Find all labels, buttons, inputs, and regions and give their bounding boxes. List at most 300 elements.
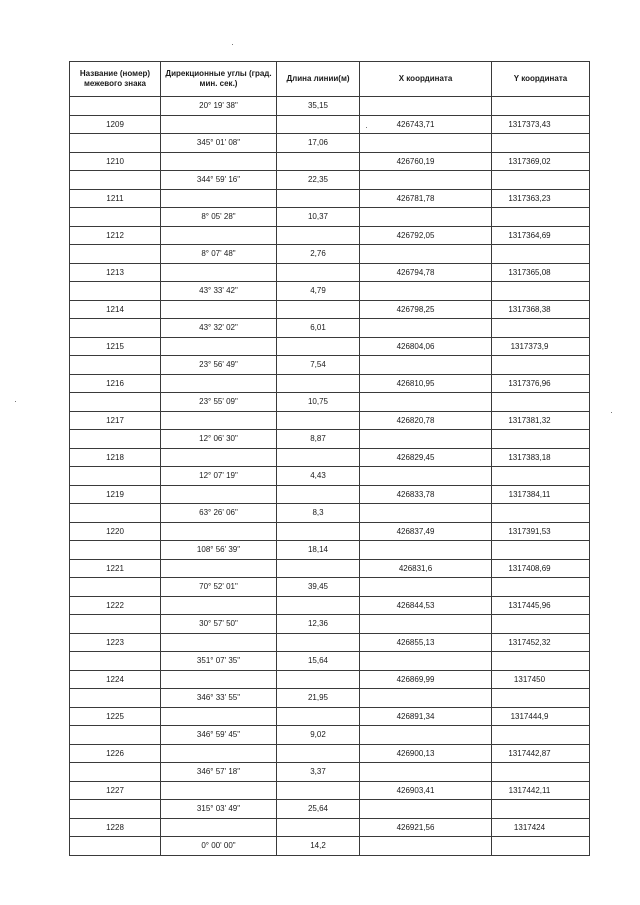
point-name-cell-text: 1222 bbox=[106, 600, 124, 610]
y-cell-text: 1317424 bbox=[513, 822, 546, 832]
x-cell-text: 426829,45 bbox=[396, 452, 435, 462]
point-row bbox=[70, 411, 590, 430]
y-cell bbox=[492, 356, 590, 375]
name-cell bbox=[70, 763, 161, 782]
segment-row bbox=[70, 578, 590, 597]
name-cell bbox=[70, 430, 161, 449]
y-cell bbox=[492, 467, 590, 486]
x-cell-text: 426792,05 bbox=[396, 230, 435, 240]
length-cell bbox=[277, 596, 360, 615]
length-cell bbox=[277, 300, 360, 319]
y-cell-text: 1317363,23 bbox=[508, 193, 551, 203]
x-cell-text: 426794,78 bbox=[396, 267, 435, 277]
point-name-cell-text: 1224 bbox=[106, 674, 124, 684]
length-cell bbox=[277, 467, 360, 486]
name-cell bbox=[70, 800, 161, 819]
x-cell bbox=[360, 189, 492, 208]
boundary-coordinates-table bbox=[69, 61, 590, 856]
length-cell-text: 15,64 bbox=[307, 656, 329, 666]
length-cell-text: 7,54 bbox=[310, 360, 326, 370]
point-name-cell-text: 1225 bbox=[106, 711, 124, 721]
length-cell-text: 18,14 bbox=[307, 545, 329, 555]
name-cell bbox=[70, 393, 161, 412]
y-cell bbox=[492, 763, 590, 782]
y-cell bbox=[492, 374, 590, 393]
y-cell bbox=[492, 633, 590, 652]
point-row bbox=[70, 152, 590, 171]
angle-cell bbox=[161, 430, 277, 449]
length-cell bbox=[277, 282, 360, 301]
length-cell bbox=[277, 504, 360, 523]
angle-cell-text: 8° 07' 48" bbox=[201, 249, 236, 259]
length-cell-text: 17,06 bbox=[307, 138, 329, 148]
angle-cell bbox=[161, 763, 277, 782]
point-name-cell-text: 1219 bbox=[106, 489, 124, 499]
angle-cell bbox=[161, 467, 277, 486]
x-cell bbox=[360, 245, 492, 264]
point-name-cell-text: 1209 bbox=[106, 119, 124, 129]
point-name-cell-text: 1218 bbox=[106, 452, 124, 462]
angle-cell bbox=[161, 485, 277, 504]
angle-cell bbox=[161, 411, 277, 430]
point-name-cell bbox=[70, 115, 161, 134]
name-cell bbox=[70, 467, 161, 486]
angle-cell bbox=[161, 208, 277, 227]
x-cell bbox=[360, 652, 492, 671]
angle-cell bbox=[161, 134, 277, 153]
point-row bbox=[70, 670, 590, 689]
angle-cell-text: 43° 33' 42" bbox=[199, 286, 238, 296]
y-cell bbox=[492, 226, 590, 245]
name-cell bbox=[70, 837, 161, 856]
y-cell bbox=[492, 448, 590, 467]
point-name-cell-text: 1215 bbox=[106, 341, 124, 351]
x-cell bbox=[360, 504, 492, 523]
x-cell-text: 426781,78 bbox=[396, 193, 435, 203]
y-cell-text: 1317444,9 bbox=[510, 711, 549, 721]
x-cell bbox=[360, 781, 492, 800]
length-cell bbox=[277, 411, 360, 430]
y-cell bbox=[492, 430, 590, 449]
angle-cell-text: 346° 57' 18" bbox=[196, 767, 241, 777]
y-cell bbox=[492, 282, 590, 301]
x-cell bbox=[360, 134, 492, 153]
x-cell bbox=[360, 448, 492, 467]
segment-row bbox=[70, 393, 590, 412]
angle-cell-text: 20° 19' 38" bbox=[199, 101, 238, 111]
angle-cell bbox=[161, 115, 277, 134]
y-cell-text: 1317373,9 bbox=[510, 341, 549, 351]
angle-cell bbox=[161, 171, 277, 190]
y-cell bbox=[492, 245, 590, 264]
y-cell bbox=[492, 615, 590, 634]
x-cell-text: 426837,49 bbox=[396, 526, 435, 536]
segment-row bbox=[70, 541, 590, 560]
angle-cell-text: 8° 05' 28" bbox=[201, 212, 236, 222]
length-cell-text: 12,36 bbox=[307, 619, 329, 629]
name-cell bbox=[70, 689, 161, 708]
point-row bbox=[70, 485, 590, 504]
y-cell-text: 1317369,02 bbox=[508, 156, 551, 166]
angle-cell bbox=[161, 97, 277, 116]
angle-cell-text: 70° 52' 01" bbox=[199, 582, 238, 592]
segment-row bbox=[70, 800, 590, 819]
angle-cell bbox=[161, 189, 277, 208]
name-cell bbox=[70, 504, 161, 523]
length-cell-text: 10,37 bbox=[307, 212, 329, 222]
point-name-cell bbox=[70, 226, 161, 245]
point-name-cell bbox=[70, 189, 161, 208]
length-cell bbox=[277, 522, 360, 541]
segment-row bbox=[70, 726, 590, 745]
angle-cell-text: 315° 03' 49" bbox=[196, 804, 241, 814]
point-row bbox=[70, 337, 590, 356]
y-cell bbox=[492, 337, 590, 356]
point-name-cell-text: 1210 bbox=[106, 156, 124, 166]
angle-cell-text: 0° 00' 00" bbox=[201, 841, 236, 851]
length-cell bbox=[277, 337, 360, 356]
angle-cell bbox=[161, 781, 277, 800]
name-cell bbox=[70, 319, 161, 338]
length-cell-text: 4,79 bbox=[310, 286, 326, 296]
angle-cell bbox=[161, 744, 277, 763]
angle-cell-text: 351° 07' 35" bbox=[196, 656, 241, 666]
point-name-cell bbox=[70, 337, 161, 356]
x-cell-text: 426844,53 bbox=[396, 600, 435, 610]
angle-cell-text: 346° 33' 55" bbox=[196, 693, 241, 703]
y-cell bbox=[492, 115, 590, 134]
angle-cell bbox=[161, 818, 277, 837]
angle-cell bbox=[161, 393, 277, 412]
x-cell bbox=[360, 430, 492, 449]
length-cell-text: 35,15 bbox=[307, 101, 329, 111]
length-cell bbox=[277, 208, 360, 227]
angle-cell bbox=[161, 726, 277, 745]
point-name-cell-text: 1223 bbox=[106, 637, 124, 647]
point-row bbox=[70, 522, 590, 541]
x-cell bbox=[360, 356, 492, 375]
point-name-cell-text: 1227 bbox=[106, 785, 124, 795]
angle-cell bbox=[161, 504, 277, 523]
x-cell bbox=[360, 818, 492, 837]
point-name-cell bbox=[70, 152, 161, 171]
angle-cell bbox=[161, 226, 277, 245]
segment-row bbox=[70, 430, 590, 449]
x-cell bbox=[360, 800, 492, 819]
name-cell bbox=[70, 541, 161, 560]
length-cell bbox=[277, 189, 360, 208]
length-cell-text: 10,75 bbox=[307, 397, 329, 407]
length-cell bbox=[277, 356, 360, 375]
point-name-cell bbox=[70, 263, 161, 282]
x-cell-text: 426921,56 bbox=[396, 822, 435, 832]
angle-cell-text: 108° 56' 39" bbox=[196, 545, 241, 555]
x-cell bbox=[360, 152, 492, 171]
angle-cell-text: 23° 56' 49" bbox=[199, 360, 238, 370]
angle-cell bbox=[161, 319, 277, 338]
angle-cell bbox=[161, 356, 277, 375]
point-row bbox=[70, 559, 590, 578]
x-cell bbox=[360, 171, 492, 190]
angle-cell bbox=[161, 522, 277, 541]
x-cell-text: 426831,6 bbox=[398, 563, 433, 573]
header-y: Y координата bbox=[492, 62, 590, 97]
point-name-cell bbox=[70, 485, 161, 504]
y-cell-text: 1317445,96 bbox=[508, 600, 551, 610]
point-name-cell bbox=[70, 744, 161, 763]
length-cell-text: 25,64 bbox=[307, 804, 329, 814]
y-cell bbox=[492, 134, 590, 153]
point-row bbox=[70, 818, 590, 837]
segment-row bbox=[70, 134, 590, 153]
x-cell bbox=[360, 319, 492, 338]
segment-row bbox=[70, 763, 590, 782]
y-cell bbox=[492, 393, 590, 412]
name-cell bbox=[70, 578, 161, 597]
point-row bbox=[70, 300, 590, 319]
point-row bbox=[70, 189, 590, 208]
y-cell bbox=[492, 522, 590, 541]
x-cell bbox=[360, 559, 492, 578]
y-cell-text: 1317384,11 bbox=[508, 489, 551, 499]
x-cell bbox=[360, 374, 492, 393]
length-cell-text: 4,43 bbox=[310, 471, 326, 481]
y-cell bbox=[492, 652, 590, 671]
y-cell bbox=[492, 781, 590, 800]
point-row bbox=[70, 744, 590, 763]
point-row bbox=[70, 781, 590, 800]
segment-row bbox=[70, 97, 590, 116]
length-cell-text: 2,76 bbox=[310, 249, 326, 259]
length-cell-text: 21,95 bbox=[307, 693, 329, 703]
segment-row bbox=[70, 356, 590, 375]
y-cell bbox=[492, 578, 590, 597]
x-cell-text: 426903,41 bbox=[396, 785, 435, 795]
x-cell-text: 426798,25 bbox=[396, 304, 435, 314]
y-cell-text: 1317376,96 bbox=[508, 378, 551, 388]
length-cell bbox=[277, 226, 360, 245]
angle-cell-text: 346° 59' 45" bbox=[196, 730, 241, 740]
y-cell bbox=[492, 707, 590, 726]
length-cell bbox=[277, 97, 360, 116]
header-length: Длина линии(м) bbox=[277, 62, 360, 97]
angle-cell bbox=[161, 596, 277, 615]
angle-cell bbox=[161, 152, 277, 171]
segment-row bbox=[70, 689, 590, 708]
length-cell bbox=[277, 245, 360, 264]
length-cell bbox=[277, 430, 360, 449]
point-name-cell-text: 1226 bbox=[106, 748, 124, 758]
x-cell bbox=[360, 633, 492, 652]
x-cell bbox=[360, 578, 492, 597]
point-row bbox=[70, 263, 590, 282]
length-cell bbox=[277, 559, 360, 578]
length-cell bbox=[277, 744, 360, 763]
x-cell bbox=[360, 670, 492, 689]
x-cell bbox=[360, 763, 492, 782]
x-cell bbox=[360, 226, 492, 245]
y-cell bbox=[492, 670, 590, 689]
table-body bbox=[70, 97, 590, 856]
x-cell bbox=[360, 596, 492, 615]
angle-cell bbox=[161, 541, 277, 560]
length-cell bbox=[277, 152, 360, 171]
y-cell-text: 1317365,08 bbox=[508, 267, 551, 277]
angle-cell bbox=[161, 300, 277, 319]
point-name-cell bbox=[70, 374, 161, 393]
x-cell bbox=[360, 707, 492, 726]
name-cell bbox=[70, 134, 161, 153]
x-cell-text: 426855,13 bbox=[396, 637, 435, 647]
scan-speck bbox=[611, 412, 612, 413]
header-x: X координата bbox=[360, 62, 492, 97]
y-cell bbox=[492, 837, 590, 856]
x-cell-text: 426760,19 bbox=[396, 156, 435, 166]
angle-cell bbox=[161, 837, 277, 856]
length-cell-text: 39,45 bbox=[307, 582, 329, 592]
x-cell bbox=[360, 337, 492, 356]
length-cell-text: 8,87 bbox=[310, 434, 326, 444]
point-name-cell bbox=[70, 633, 161, 652]
length-cell bbox=[277, 374, 360, 393]
segment-row bbox=[70, 319, 590, 338]
y-cell bbox=[492, 300, 590, 319]
y-cell bbox=[492, 411, 590, 430]
y-cell-text: 1317408,69 bbox=[508, 563, 551, 573]
segment-row bbox=[70, 837, 590, 856]
y-cell-text: 1317442,87 bbox=[508, 748, 551, 758]
angle-cell-text: 43° 32' 02" bbox=[199, 323, 238, 333]
angle-cell bbox=[161, 263, 277, 282]
x-cell-text: 426743,71 bbox=[396, 119, 435, 129]
point-row bbox=[70, 115, 590, 134]
x-cell bbox=[360, 263, 492, 282]
y-cell bbox=[492, 152, 590, 171]
y-cell-text: 1317450 bbox=[513, 674, 546, 684]
y-cell-text: 1317442,11 bbox=[508, 785, 551, 795]
segment-row bbox=[70, 171, 590, 190]
y-cell bbox=[492, 818, 590, 837]
length-cell bbox=[277, 800, 360, 819]
y-cell-text: 1317373,43 bbox=[508, 119, 551, 129]
length-cell bbox=[277, 707, 360, 726]
header-angle: Дирекционные углы (град. мин. сек.) bbox=[161, 62, 277, 97]
point-name-cell-text: 1216 bbox=[106, 378, 124, 388]
point-name-cell bbox=[70, 522, 161, 541]
point-row bbox=[70, 374, 590, 393]
y-cell bbox=[492, 171, 590, 190]
point-name-cell-text: 1220 bbox=[106, 526, 124, 536]
x-cell bbox=[360, 300, 492, 319]
point-name-cell-text: 1221 bbox=[106, 563, 124, 573]
angle-cell-text: 23° 55' 09" bbox=[199, 397, 238, 407]
point-name-cell bbox=[70, 596, 161, 615]
point-name-cell bbox=[70, 781, 161, 800]
length-cell bbox=[277, 541, 360, 560]
angle-cell-text: 12° 07' 19" bbox=[199, 471, 238, 481]
length-cell bbox=[277, 818, 360, 837]
x-cell bbox=[360, 467, 492, 486]
x-cell-text: 426810,95 bbox=[396, 378, 435, 388]
x-cell bbox=[360, 744, 492, 763]
x-cell bbox=[360, 726, 492, 745]
y-cell-text: 1317364,69 bbox=[508, 230, 551, 240]
name-cell bbox=[70, 245, 161, 264]
angle-cell bbox=[161, 652, 277, 671]
point-name-cell-text: 1212 bbox=[106, 230, 124, 240]
angle-cell bbox=[161, 337, 277, 356]
point-name-cell bbox=[70, 411, 161, 430]
point-row bbox=[70, 707, 590, 726]
point-row bbox=[70, 226, 590, 245]
length-cell bbox=[277, 485, 360, 504]
name-cell bbox=[70, 652, 161, 671]
segment-row bbox=[70, 208, 590, 227]
segment-row bbox=[70, 467, 590, 486]
point-name-cell bbox=[70, 300, 161, 319]
x-cell bbox=[360, 522, 492, 541]
length-cell bbox=[277, 393, 360, 412]
length-cell bbox=[277, 837, 360, 856]
y-cell-text: 1317452,32 bbox=[508, 637, 551, 647]
y-cell bbox=[492, 485, 590, 504]
x-cell bbox=[360, 115, 492, 134]
point-name-cell bbox=[70, 670, 161, 689]
x-cell-text: 426820,78 bbox=[396, 415, 435, 425]
y-cell-text: 1317391,53 bbox=[508, 526, 551, 536]
y-cell bbox=[492, 689, 590, 708]
segment-row bbox=[70, 615, 590, 634]
y-cell bbox=[492, 559, 590, 578]
name-cell bbox=[70, 171, 161, 190]
point-row bbox=[70, 633, 590, 652]
x-cell-text: 426833,78 bbox=[396, 489, 435, 499]
segment-row bbox=[70, 245, 590, 264]
length-cell bbox=[277, 615, 360, 634]
y-cell bbox=[492, 319, 590, 338]
y-cell bbox=[492, 596, 590, 615]
angle-cell-text: 63° 26' 06" bbox=[199, 508, 238, 518]
y-cell bbox=[492, 541, 590, 560]
length-cell bbox=[277, 726, 360, 745]
angle-cell-text: 344° 59' 16" bbox=[196, 175, 241, 185]
name-cell bbox=[70, 356, 161, 375]
length-cell bbox=[277, 263, 360, 282]
x-cell bbox=[360, 541, 492, 560]
length-cell bbox=[277, 689, 360, 708]
point-name-cell-text: 1214 bbox=[106, 304, 124, 314]
length-cell bbox=[277, 319, 360, 338]
angle-cell bbox=[161, 578, 277, 597]
x-cell bbox=[360, 485, 492, 504]
length-cell bbox=[277, 115, 360, 134]
point-row bbox=[70, 448, 590, 467]
angle-cell bbox=[161, 800, 277, 819]
y-cell-text: 1317381,32 bbox=[508, 415, 551, 425]
length-cell-text: 14,2 bbox=[310, 841, 326, 851]
header-name: Название (номер) межевого знака bbox=[70, 62, 161, 97]
name-cell bbox=[70, 208, 161, 227]
length-cell-text: 3,37 bbox=[310, 767, 326, 777]
length-cell-text: 22,35 bbox=[307, 175, 329, 185]
y-cell bbox=[492, 726, 590, 745]
y-cell-text: 1317383,18 bbox=[508, 452, 551, 462]
angle-cell bbox=[161, 707, 277, 726]
length-cell-text: 8,3 bbox=[312, 508, 324, 518]
angle-cell bbox=[161, 245, 277, 264]
x-cell-text: 426804,06 bbox=[396, 341, 435, 351]
segment-row bbox=[70, 504, 590, 523]
